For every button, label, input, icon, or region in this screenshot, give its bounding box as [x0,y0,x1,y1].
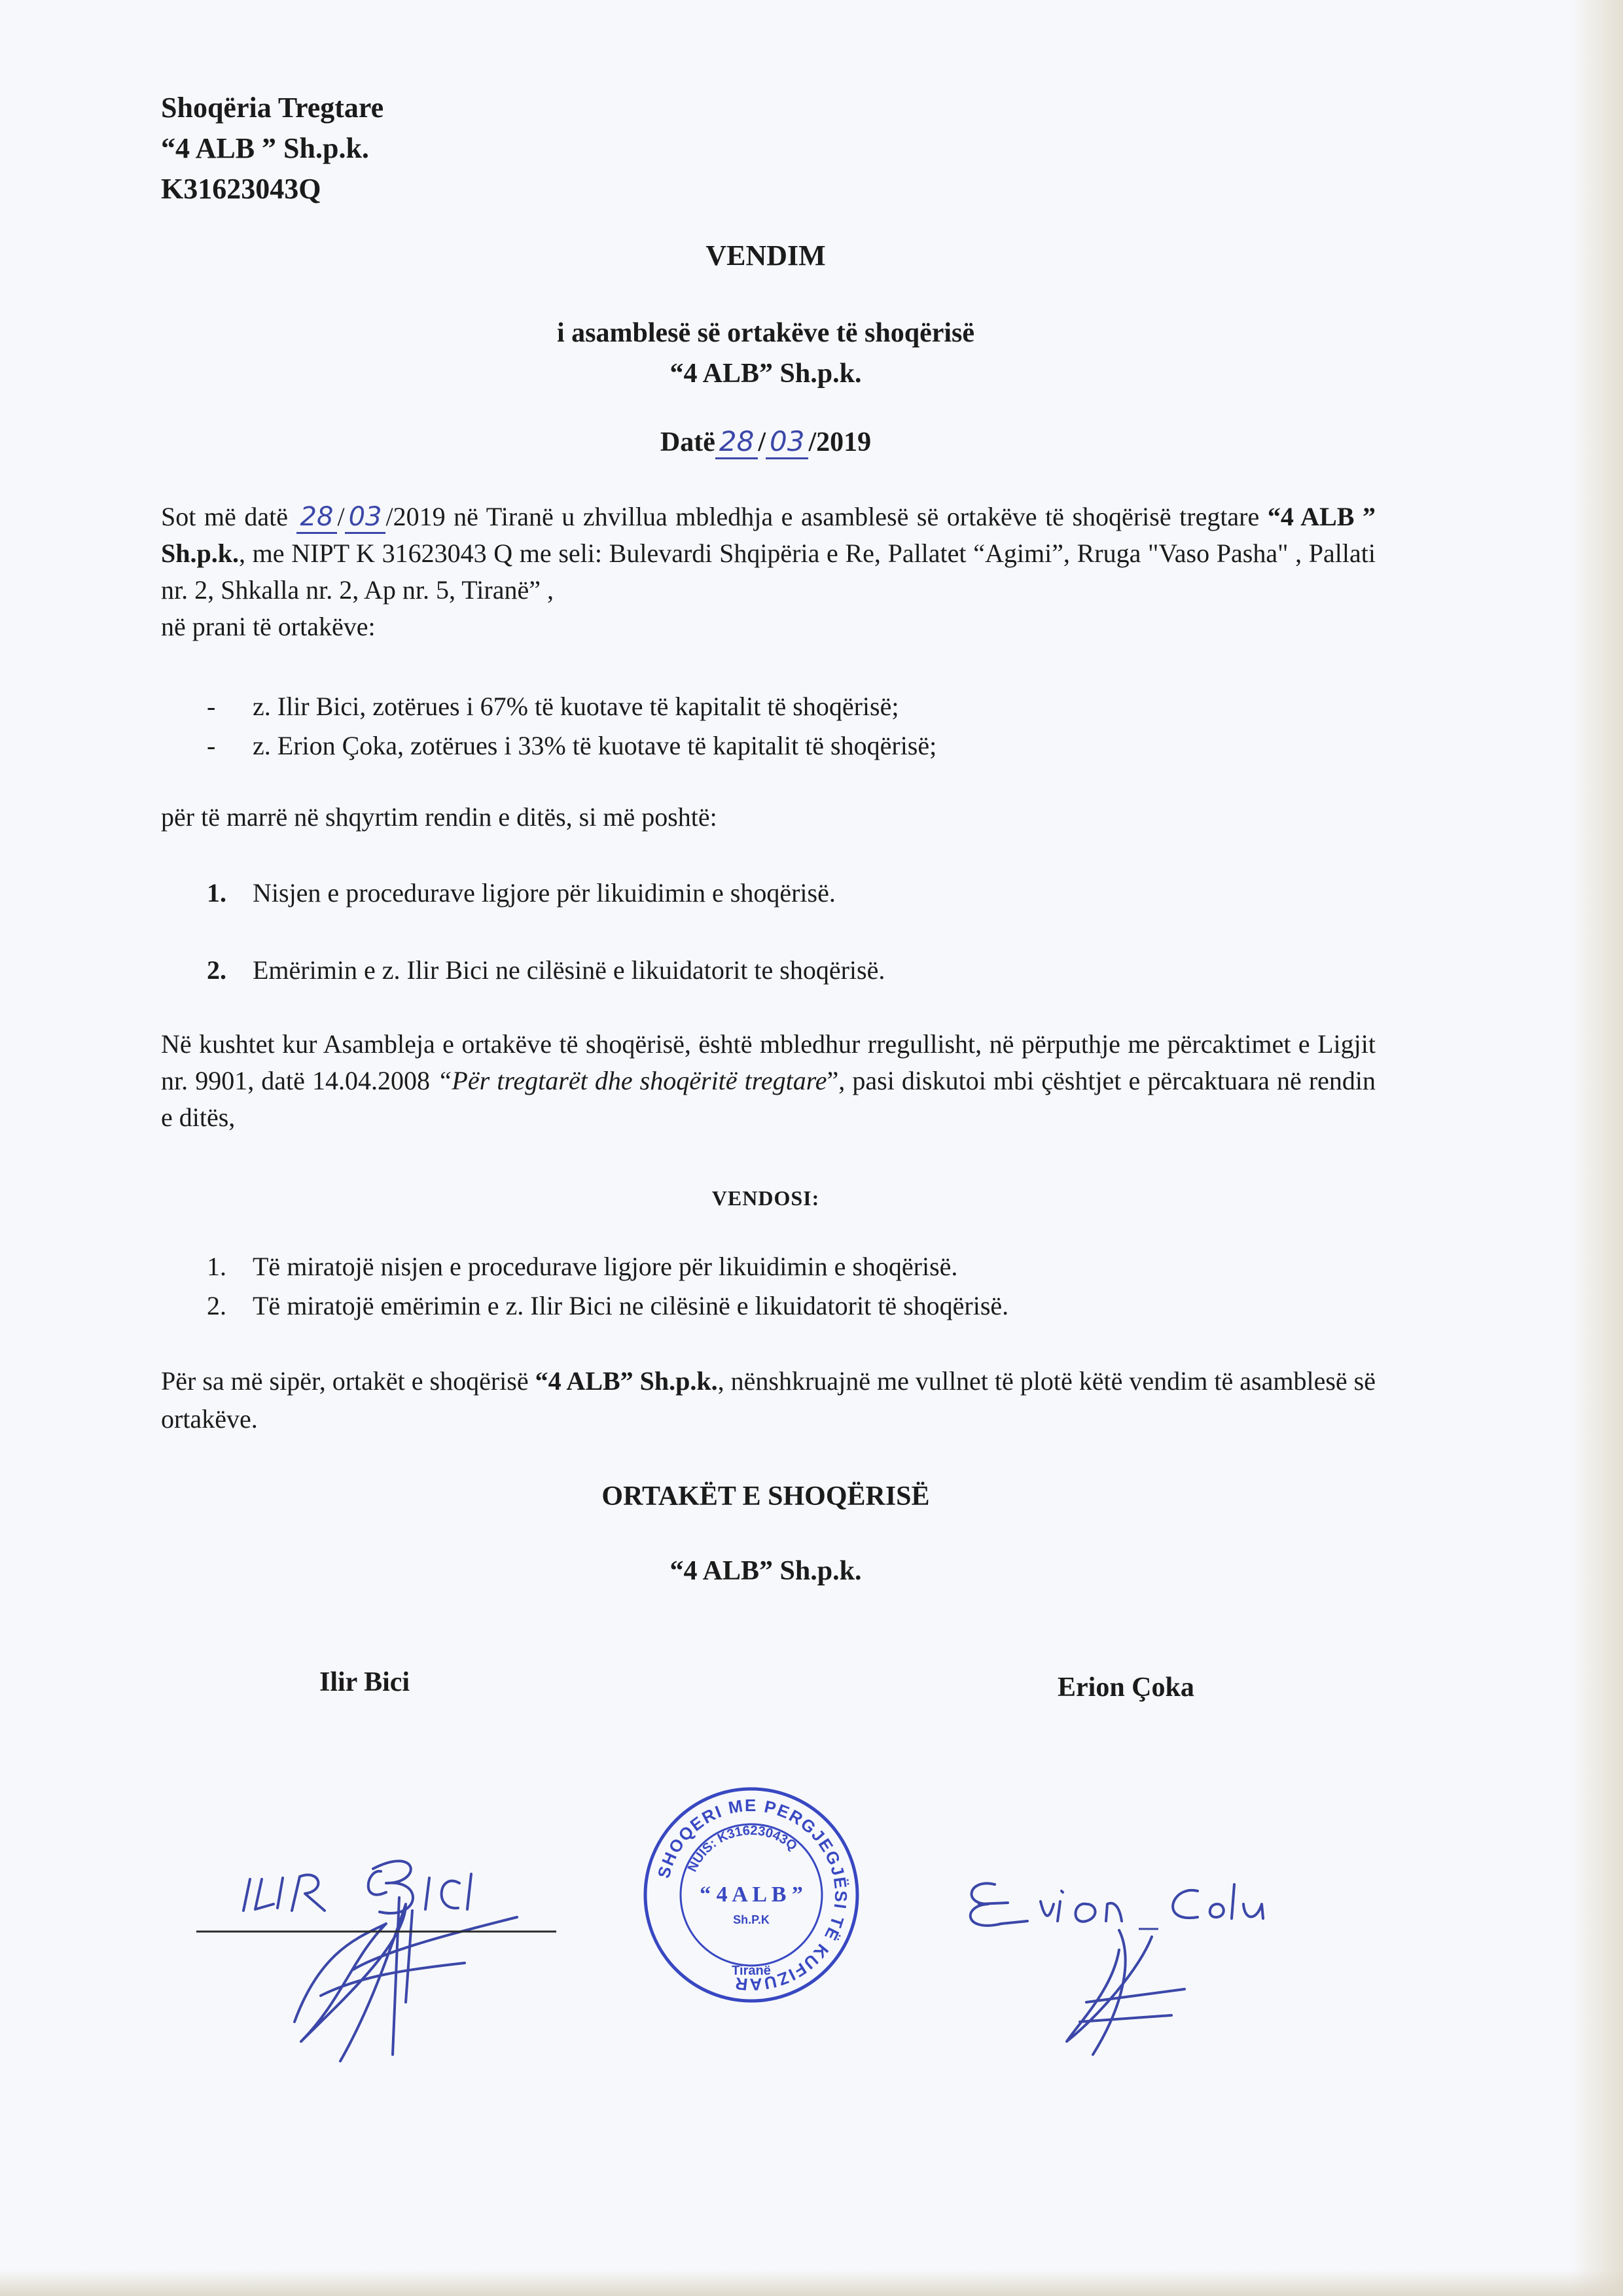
company-header [161,88,383,209]
decision-text: Të miratojë emërimin e z. Ilir Bici ne cilësinë e likuidatorit të shoqërisë. [253,1291,1009,1320]
partners-list [207,687,1385,766]
list-dash: - [207,731,216,760]
intro-month-handwritten: 03 [345,502,386,534]
stamp-city: Tiranë [732,1964,771,1978]
partners-heading: ORTAKËT E SHOQËRISË [601,1481,930,1511]
intro-company: “4 ALB ” Sh.p.k. [161,502,1376,568]
stamp-nuis: NUIS: K31623043Q [685,1823,800,1875]
subtitle-line2: “4 ALB” Sh.p.k. [669,359,862,389]
intro-part3: /2019 në Tiranë u zhvillua mbledhja e asamblesë së ortakëve të shoqërisë tregtare [385,502,1260,531]
scan-bottom-edge [0,2270,1623,2296]
subtitle-line1: i asamblesë së ortakëve të shoqërisë [556,318,975,348]
agenda-number: 2. [207,955,226,985]
stamp-company-type: Sh.P.K [733,1913,770,1926]
conditions-part2: ”, pasi diskutoi mbi çështjet e përcaktuara në rendin e ditës, [161,1066,1376,1132]
conditions-part1: Në kushtet kur Asambleja e ortakëve të shoqërisë, është mbledhur rregullisht, në përputhje me përcaktimet e Ligjit nr. 9901, datë 14.04.2008 [161,1029,1376,1095]
date-suffix: /2019 [808,427,872,457]
partner-text: z. Erion Çoka, zotërues i 33% të kuotave të kapitalit të shoqërisë; [253,731,937,760]
document-title: VENDIM [705,239,826,272]
list-item [207,1247,1008,1286]
intro-part5: në prani të ortakëve: [161,612,376,641]
signatory-right-name: Erion Çoka [1058,1672,1194,1703]
partner-text: z. Ilir Bici, zotërues i 67% të kuotave të kapitalit të shoqërisë; [253,692,899,721]
company-stamp [640,1784,863,2006]
conditions-paragraph [161,1026,1376,1136]
decision-text: Të miratojë nisjen e procedurave ligjore për likuidimin e shoqërisë. [253,1252,958,1281]
stamp-company-name: “ 4 A L B ” [700,1882,803,1907]
intro-part2: / [337,502,345,531]
agenda-intro: për të marrë në shqyrtim rendin e ditës, si më poshtë: [161,802,717,832]
company-header-line1: Shoqëria Tregtare [161,92,384,124]
scan-edge-shadow [1571,0,1623,2296]
company-header-line3: K31623043Q [161,173,321,205]
agenda-item-2 [207,950,885,991]
intro-part1: Sot më datë [161,502,288,531]
company-header-line2: “4 ALB ” Sh.p.k. [161,132,369,164]
decided-label: VENDOSI: [711,1186,820,1210]
document-subtitle [0,313,1531,394]
closing-paragraph [161,1362,1376,1438]
date-sep: / [758,427,766,457]
intro-paragraph [161,499,1376,645]
date-month-handwritten: 03 [766,425,808,459]
intro-part4: , me NIPT K 31623043 Q me seli: Bulevardi Shqipëria e Re, Pallatet “Agimi”, Rruga "Vaso Pasha" , Pallati nr. 2, Shkalla nr. 2, Ap nr. 5, Tiranë” , [161,539,1376,605]
partners-company: “4 ALB” Sh.p.k. [669,1556,862,1586]
closing-company: “4 ALB” Sh.p.k. [535,1366,718,1396]
list-item [207,726,1385,766]
agenda-text: Nisjen e procedurave ligjore për likuidimin e shoqërisë. [253,878,836,908]
closing-part1: Për sa më sipër, ortakët e shoqërisë [161,1366,529,1396]
decision-number: 1. [207,1252,226,1281]
conditions-law-title: “Për tregtarët dhe shoqëritë tregtare [437,1066,827,1095]
signatory-left-name: Ilir Bici [319,1667,410,1697]
list-dash: - [207,692,216,721]
list-item [207,1286,1008,1326]
intro-day-handwritten: 28 [296,502,338,534]
closing-part2: , nënshkruajnë me vullnet të plotë këtë vendim të asamblesë së ortakëve. [161,1366,1376,1434]
signature-ilir-bici [190,1806,609,2081]
agenda-text: Emërimin e z. Ilir Bici ne cilësinë e likuidatorit te shoqërisë. [253,955,885,985]
date-line [0,421,1531,463]
signature-erion-coka [923,1806,1342,2081]
decisions-list [207,1247,1008,1326]
list-item [207,687,1385,726]
agenda-item-1 [207,873,836,913]
date-day-handwritten: 28 [715,425,758,459]
date-prefix: Datë [660,427,715,457]
stamp-ring-text: SHOQERI ME PERGJEGJËSI TË KUFIZUAR [653,1795,851,1995]
decision-number: 2. [207,1291,226,1320]
agenda-number: 1. [207,878,226,908]
